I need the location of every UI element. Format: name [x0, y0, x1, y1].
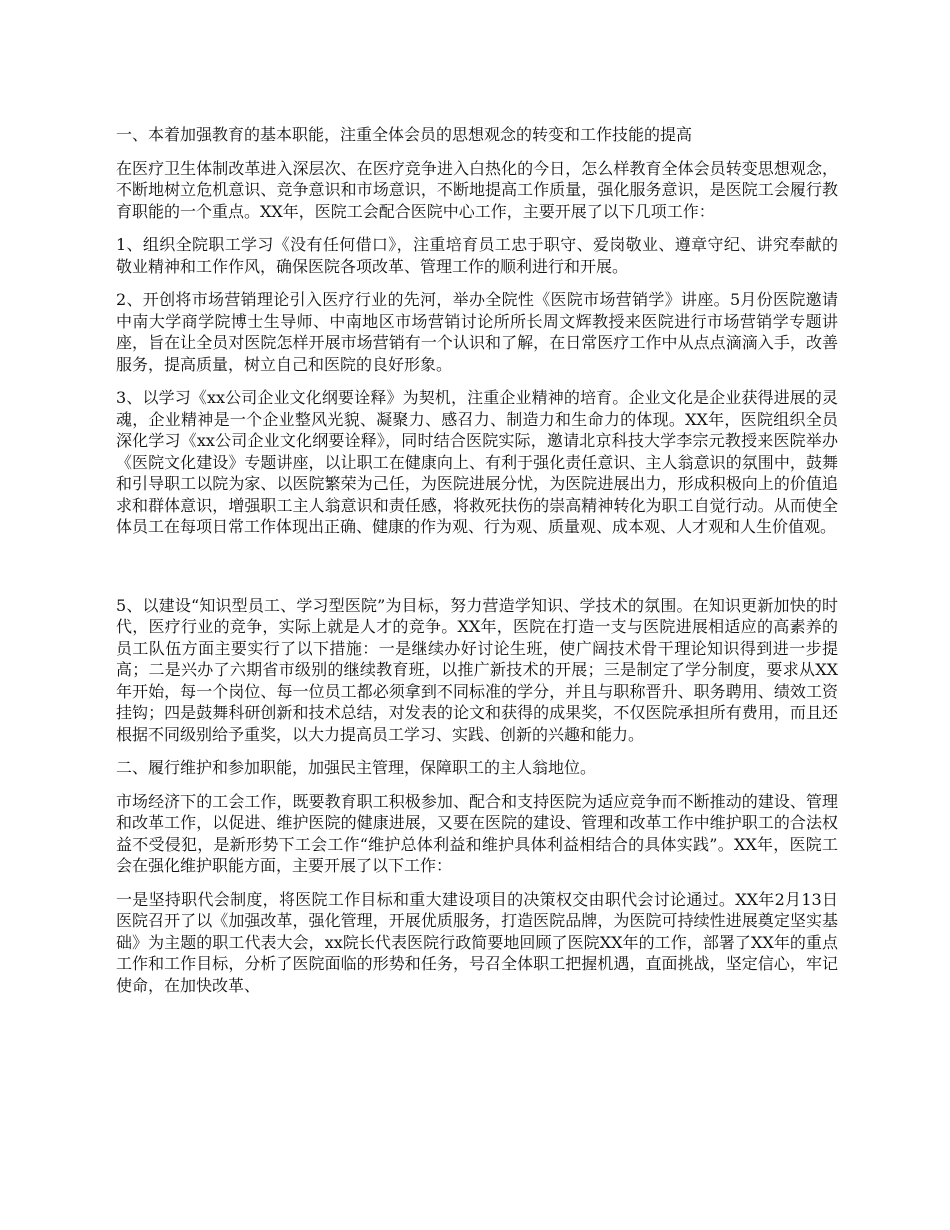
item-3-paragraph: 3、以学习《xx公司企业文化纲要诠释》为契机，注重企业精神的培育。企业文化是企业获得进展的灵魂，企业精神是一个企业整风光貌、凝聚力、感召力、制造力和生命力的体现。XX年，医院组织全员深化学习《xx公司企业文化纲要诠释》，同时结合医院实际，邀请北京科技大学李宗元教授来医院举办《医院文化建设》专题讲座，以让职工在健康向上、有利于强化责任意识、主人翁意识的氛围中，鼓舞和引导职工以院为家、以医院繁荣为己任，为医院进展分忧，为医院进展出力，形成积极向上的价值追求和群体意识，增强职工主人翁意识和责任感，将救死扶伤的崇高精神转化为职工自觉行动。从而使全体员工在每项日常工作体现出正确、健康的作为观、行为观、质量观、成本观、人才观和人生价值观。: [116, 388, 838, 536]
congress-paragraph: 一是坚持职代会制度，将医院工作目标和重大建设项目的决策权交由职代会讨论通过。XX年2月13日医院召开了以《加强改革，强化管理，开展优质服务，打造医院品牌，为医院可持续性进展奠定坚实基础》为主题的职工代表大会，xx院长代表医院行政简要地回顾了医院XX年的工作，部署了XX年的重点工作和工作目标，分析了医院面临的形势和任务，号召全体职工把握机遇，直面挑战，坚定信心，牢记使命，在加快改革、: [116, 889, 838, 995]
item-5-paragraph: 5、以建设“知识型员工、学习型医院”为目标，努力营造学知识、学技术的氛围。在知识更新加快的时代，医疗行业的竞争，实际上就是人才的竞争。XX年，医院在打造一支与医院进展相适应的高素养的员工队伍方面主要实行了以下措施：一是继续办好讨论生班，使广阔技术骨干理论知识得到进一步提高；二是兴办了六期省市级别的继续教育班，以推广新技术的开展；三是制定了学分制度，要求从XX年开始，每一个岗位、每一位员工都必须拿到不同标准的学分，并且与职称晋升、职务聘用、绩效工资挂钩；四是鼓舞科研创新和技术总结，对发表的论文和获得的成果奖，不仅医院承担所有费用，而且还根据不同级别给予重奖，以大力提高员工学习、实践、创新的兴趣和能力。: [116, 595, 838, 744]
intro-paragraph: 在医疗卫生体制改革进入深层次、在医疗竞争进入白热化的今日，怎么样教育全体会员转变思想观念，不断地树立危机意识、竞争意识和市场意识，不断地提高工作质量，强化服务意识，是医院工会履行教育职能的一个重点。XX年，医院工会配合医院中心工作，主要开展了以下几项工作：: [116, 158, 838, 221]
blank-gap: [116, 550, 838, 595]
market-economy-paragraph: 市场经济下的工会工作，既要教育职工积极参加、配合和支持医院为适应竞争而不断推动的建设、管理和改革工作，以促进、维护医院的健康进展，又要在医院的建设、管理和改革工作中维护职工的合法权益不受侵犯，是新形势下工会工作“维护总体利益和维护具体利益相结合的具体实践”。XX年，医院工会在强化维护职能方面，主要开展了以下工作：: [116, 791, 838, 875]
item-1-paragraph: 1、组织全院职工学习《没有任何借口》，注重培育员工忠于职守、爱岗敬业、遵章守纪、讲究奉献的敬业精神和工作作风，确保医院各项改革、管理工作的顺利进行和开展。: [116, 235, 838, 276]
document-page: [116, 124, 838, 1008]
section-heading-democracy: 二、履行维护和参加职能，加强民主管理，保障职工的主人翁地位。: [116, 758, 597, 777]
section-heading-education: 一、本着加强教育的基本职能，注重全体会员的思想观念的转变和工作技能的提高: [116, 125, 693, 144]
item-2-paragraph: 2、开创将市场营销理论引入医疗行业的先河，举办全院性《医院市场营销学》讲座。5月份医院邀请中南大学商学院博士生导师、中南地区市场营销讨论所所长周文辉教授来医院进行市场营销学专题讲座，旨在让全员对医院怎样开展市场营销有一个认识和了解，在日常医疗工作中从点点滴滴入手，改善服务，提高质量，树立自己和医院的良好形象。: [116, 290, 838, 374]
